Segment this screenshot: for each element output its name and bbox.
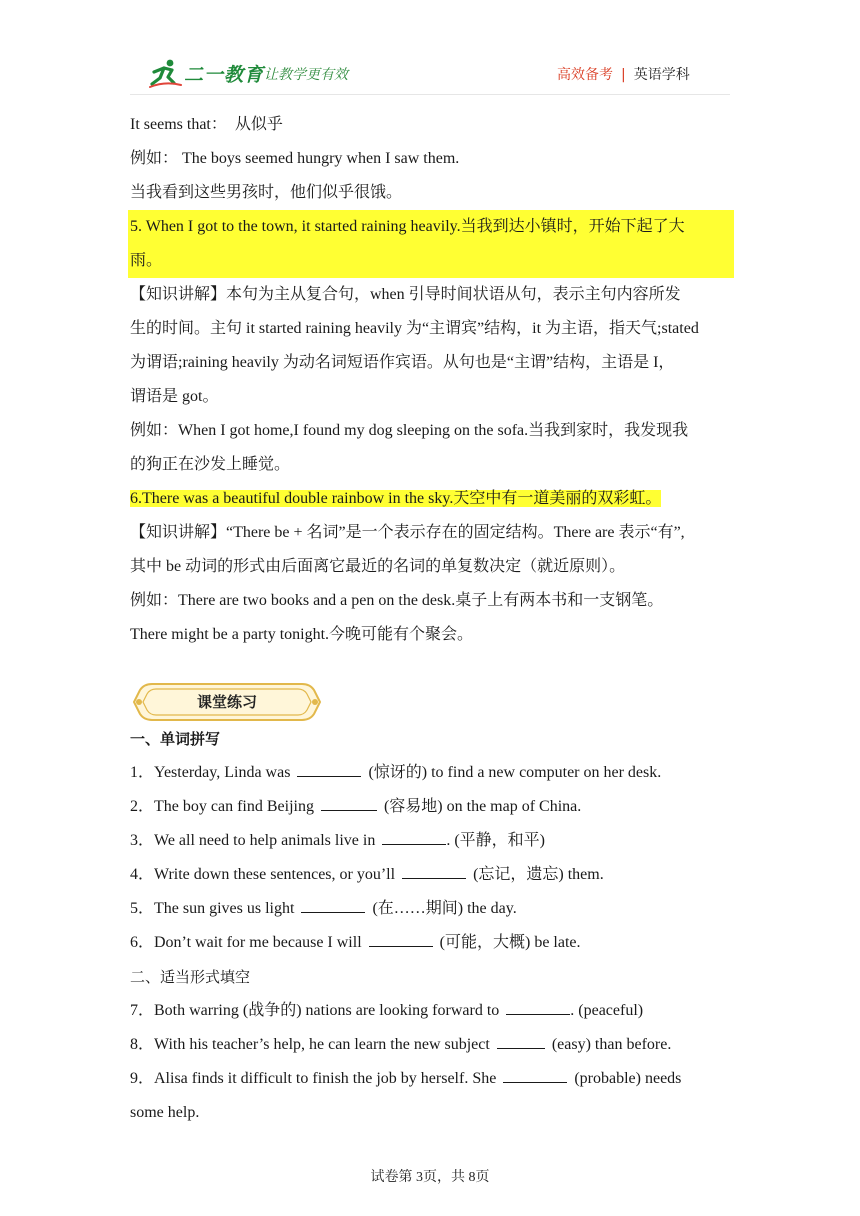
example-line: There might be a party tonight.今晚可能有个聚会。 — [130, 626, 474, 643]
header-right — [557, 64, 690, 84]
document-body — [130, 108, 732, 652]
question-text: 6．Don’t wait for me because I will — [130, 934, 362, 951]
answer-blank[interactable] — [382, 828, 446, 845]
question-2 — [130, 790, 732, 824]
section-banner — [130, 680, 324, 724]
page-number: 试卷第 3页，共 8页 — [370, 1170, 490, 1185]
question-text: (easy) than before. — [551, 1036, 672, 1053]
answer-blank[interactable] — [321, 794, 377, 811]
answer-blank[interactable] — [503, 1066, 567, 1083]
text-line: It seems that： 从似乎 — [130, 116, 283, 133]
question-text: (可能，大概) be late. — [439, 934, 581, 951]
question-8 — [130, 1028, 732, 1062]
answer-blank[interactable] — [497, 1032, 545, 1049]
page-header — [0, 0, 860, 100]
highlighted-sentence-6 — [130, 482, 732, 516]
answer-blank[interactable] — [369, 930, 433, 947]
question-text: 4．Write down these sentences, or you’ll — [130, 866, 396, 883]
question-9-continuation: some help. — [130, 1104, 200, 1121]
running-figure-icon — [148, 58, 182, 88]
part-1-title: 一、单词拼写 — [130, 730, 221, 748]
question-text: 3．We all need to help animals live in — [130, 832, 376, 849]
explanation-line: 【知识讲解】本句为主从复合句，when 引导时间状语从句，表示主句内容所发 — [130, 286, 681, 303]
brand-logo — [148, 58, 264, 88]
question-6 — [130, 926, 732, 960]
example-line: 例如：When I got home,I found my dog sleeping on the sofa.当我到家时，我发现我 — [130, 422, 689, 439]
answer-blank[interactable] — [402, 862, 466, 879]
question-9 — [130, 1062, 732, 1096]
example-line: 例如：There are two books and a pen on the desk.桌子上有两本书和一支钢笔。 — [130, 592, 664, 609]
answer-blank[interactable] — [297, 760, 361, 777]
header-subject: 英语学科 — [633, 67, 690, 83]
sentence-5-line-1: 5. When I got to the town, it started raining heavily.当我到达小镇时，开始下起了大 — [130, 218, 685, 235]
question-text: 5．The sun gives us light — [130, 900, 295, 917]
highlighted-sentence-5 — [128, 210, 734, 278]
header-label: 高效备考 — [557, 67, 613, 83]
question-text: 2．The boy can find Beijing — [130, 798, 314, 815]
question-7 — [130, 994, 732, 1028]
header-separator: | — [621, 67, 626, 83]
sentence-6-text: 6.There was a beautiful double rainbow in the sky.天空中有一道美丽的双彩虹。 — [130, 490, 662, 507]
question-text: 7．Both warring (战争的) nations are looking forward to — [130, 1002, 500, 1019]
translation-line: 当我看到这些男孩时，他们似乎很饿。 — [130, 184, 403, 201]
explanation-line: 【知识讲解】“There be + 名词”是一个表示存在的固定结构。There are 表示“有”, — [130, 524, 685, 541]
question-5 — [130, 892, 732, 926]
question-text: 9．Alisa finds it difficult to finish the job by herself. She — [130, 1070, 497, 1087]
question-text: 8．With his teacher’s help, he can learn the new subject — [130, 1036, 490, 1053]
question-text: (容易地) on the map of China. — [383, 798, 582, 815]
question-text: (忘记，遗忘) them. — [473, 866, 604, 883]
question-text: (在……期间) the day. — [372, 900, 517, 917]
brand-name: 二一教育 — [184, 63, 265, 86]
example-line: 例如： The boys seemed hungry when I saw them. — [130, 150, 460, 167]
answer-blank[interactable] — [301, 896, 365, 913]
explanation-line: 为谓语;raining heavily 为动名词短语作宾语。从句也是“主谓”结构，主语是 I， — [130, 354, 675, 371]
explanation-line: 其中 be 动词的形式由后面离它最近的名词的单复数决定（就近原则）。 — [130, 558, 626, 575]
question-text: . (平静，和平) — [446, 832, 545, 849]
sentence-5-line-2: 雨。 — [130, 252, 163, 269]
banner-label: 课堂练习 — [196, 693, 257, 711]
header-divider — [130, 94, 730, 95]
question-4 — [130, 858, 732, 892]
brand-slogan: 让教学更有效 — [264, 67, 348, 83]
question-3 — [130, 824, 732, 858]
answer-blank[interactable] — [506, 998, 570, 1015]
question-text: . (peaceful) — [570, 1002, 644, 1019]
example-line: 的狗正在沙发上睡觉。 — [130, 456, 291, 473]
question-text: (probable) needs — [574, 1070, 682, 1087]
question-1 — [130, 756, 732, 790]
question-text: (惊讶的) to find a new computer on her desk. — [368, 764, 662, 781]
question-text: 1．Yesterday, Linda was — [130, 764, 291, 781]
explanation-line: 生的时间。主句 it started raining heavily 为“主谓宾”结构，it 为主语，指天气;stated — [130, 320, 699, 337]
part-2-title: 二、适当形式填空 — [130, 968, 251, 986]
explanation-line: 谓语是 got。 — [130, 388, 219, 405]
exercise-section — [130, 722, 732, 1130]
